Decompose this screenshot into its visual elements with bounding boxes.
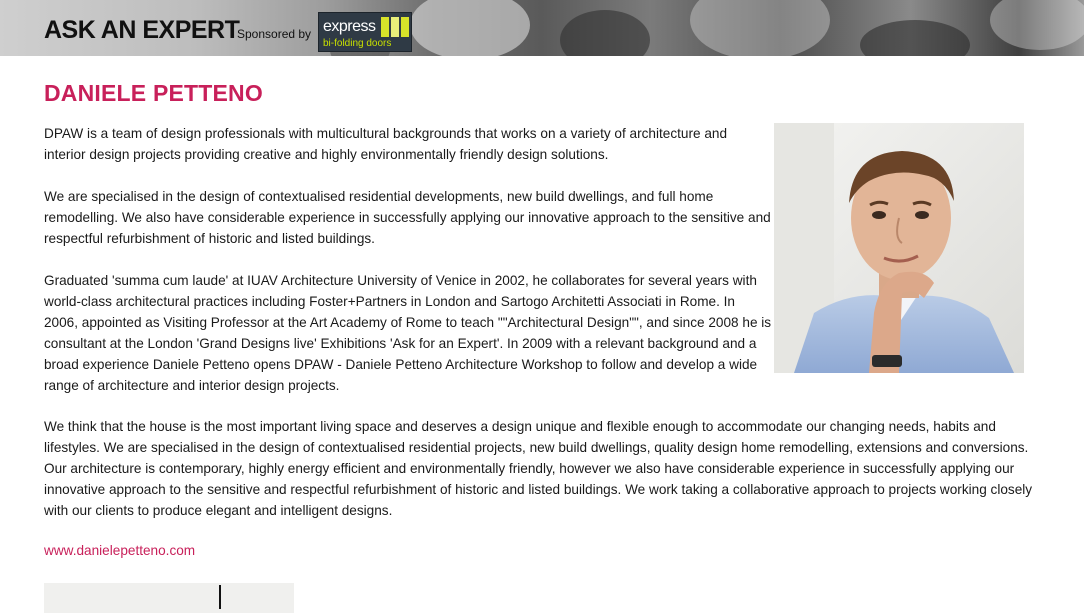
expert-name: DANIELE PETTENO — [44, 80, 263, 106]
bio-paragraph: Graduated 'summa cum laude' at IUAV Architecture University of Venice in 2002, he collaborates for several years with world-class architectural practices including Foster+Partners in London and Sartogo Architetti Associati in Rome. In 2006, appointed as Visiting Professor at the Art Academy of Rome to teach ""Architectural Design"", and since 2008 he is consultant at the London 'Grand Designs live' Exhibitions 'Ask for an Expert'. In 2009 with a relevant background and a broad experience Daniele Petteno opens DPAW - Daniele Petteno Architecture Workshop to follow and develop a wide range of architecture and interior design projects. — [44, 273, 772, 393]
bio-paragraph: We think that the house is the most important living space and deserves a design unique and flexible enough to accommodate our changing needs, habits and lifestyles. We are specialised in the design of contextualised residential projects, new build dwellings, quality design home remodelling, extensions and conversions. Our architecture is contemporary, highly energy efficient and environmentally friendly, however we also have considerable experience in successfully applying our innovative approach to the sensitive and respectful refurbishment of historic and listed buildings. We work taking a collaborative approach to projects working closely with our clients to produce elegant and intelligent designs. — [44, 419, 1033, 518]
sponsor-tagline: bi-folding doors — [323, 38, 392, 49]
banner-background-shape — [560, 10, 650, 56]
expert-photo — [774, 123, 1024, 373]
bio-paragraph: DPAW is a team of design professionals with multicultural backgrounds that works on a variety of architecture and interior design projects providing creative and highly environmentally friendly design solutions. — [44, 126, 728, 162]
banner-background-shape — [410, 0, 530, 56]
expert-bio-wide — [44, 416, 1034, 521]
portrait-icon — [774, 123, 1024, 373]
text-cursor — [219, 585, 221, 609]
banner-background-shape — [690, 0, 830, 56]
sponsored-by-label: Sponsored by — [237, 27, 312, 41]
folding-door-icon — [381, 17, 409, 37]
page-title: ASK AN EXPERT — [44, 16, 240, 44]
bio-paragraph: We are specialised in the design of contextualised residential developments, new build dwellings, and full home remodelling. We also have considerable experience in successfully applying our innovative approach to the sensitive and respectful refurbishment of historic and listed buildings. — [44, 189, 771, 246]
banner-background-shape — [860, 20, 970, 56]
header-banner — [0, 0, 1084, 56]
banner-background-shape — [990, 0, 1084, 50]
sponsor-brand: express — [323, 18, 376, 35]
website-link[interactable]: www.danielepetteno.com — [44, 543, 196, 558]
expert-bio — [44, 123, 772, 417]
sponsor-logo[interactable] — [318, 12, 412, 52]
